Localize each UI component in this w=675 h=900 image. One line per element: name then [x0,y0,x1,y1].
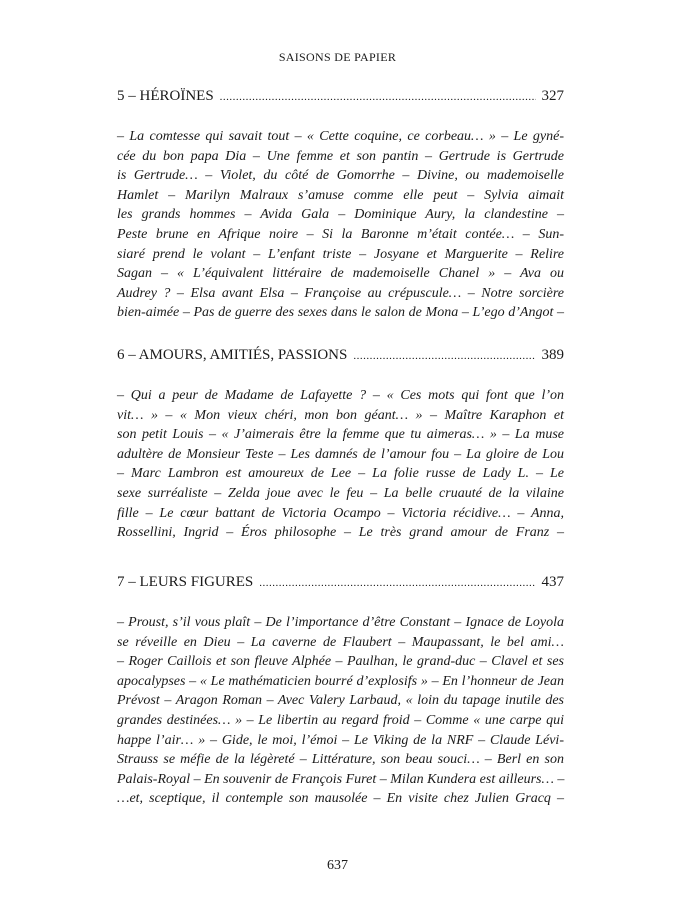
section-title: 5 – HÉROÏNES [117,88,214,104]
section-title: 6 – AMOURS, AMITIÉS, PASSIONS [117,347,348,363]
summary-line: Prévost – Aragon Roman – Avec Valery Larbaud, « loin du tapage inutile des [117,693,564,709]
toc-section-7 [117,572,564,809]
summary-line: Peste brune en Afrique noire – Si la Baronne m’était contée… – Sun- [117,226,564,242]
summary-line: grandes destinées… » – Le libertin au regard froid – Comme « une carpe qui [117,712,564,728]
summary-line: son petit Louis – « J’aimerais être la femme que tu aimeras… » – La muse [117,427,564,443]
summary-line: cée du bon papa Dia – Une femme et son pantin – Gertrude is Gertrude [117,148,564,164]
toc-section-6 [117,345,564,543]
summary-line: se réveille en Dieu – La caverne de Flaubert – Maupassant, le bel ami… [117,634,564,650]
section-heading [117,572,564,593]
summary-line: Audrey ? – Elsa avant Elsa – Françoise au crépuscule… – Notre sorcière [117,285,564,301]
summary-line: sexe surréaliste – Zelda joue avec le feu – La belle cruauté de la vilaine [117,485,564,501]
summary-line: adultère de Monsieur Teste – Les damnés de l’amour fou – La gloire de Lou [117,446,564,462]
running-head: SAISONS DE PAPIER [278,50,397,64]
summary-line: Sagan – « L’équivalent littéraire de mademoiselle Chanel » – Ava ou [117,266,564,282]
dot-leader [353,346,535,366]
summary-line: – Roger Caillois et son fleuve Alphée – Paulhan, le grand-duc – Clavel et ses [117,654,564,670]
summary-line: Palais-Royal – En souvenir de François Furet – Milan Kundera est ailleurs… – [117,771,565,787]
summary-line: – Marc Lambron est amoureux de Lee – La folie russe de Lady L. – Le [117,466,564,482]
summary-line: – Proust, s’il vous plaît – De l’importance d’être Constant – Ignace de Loyola [117,615,564,630]
summary-line: fille – Le cœur battant de Victoria Ocampo – Victoria récidive… – Anna, [117,505,564,521]
summary-line: is Gertrude… – Violet, du côté de Gomorrhe – Divine, ou mademoiselle [117,168,564,184]
summary-line: bien-aimée – Pas de guerre des sexes dans le salon de Mona – L’ego d’Angot – [117,305,564,321]
section-page-number: 437 [541,574,564,590]
summary-line: Rossellini, Ingrid – Éros philosophe – Le très grand amour de Franz – [117,525,564,541]
summary-line: Hamlet – Marilyn Malraux s’amuse comme elle peut – Sylvia aimait [117,187,564,203]
section-summary [117,127,564,323]
section-summary [117,386,564,543]
summary-line: les grands hommes – Avida Gala – Dominique Aury, la clandestine – [117,207,564,223]
toc-section-5 [117,86,564,323]
dot-leader [259,573,535,593]
section-summary [117,613,564,809]
summary-line: vit… » – « Mon vieux chéri, mon bon géant… » – Maître Karaphon et [117,407,564,423]
section-heading [117,86,564,107]
dot-leader [220,87,536,107]
summary-line: …et, sceptique, il contemple son mausolée – En visite chez Julien Gracq – [117,791,564,807]
section-page-number: 389 [541,347,564,363]
summary-line: – Qui a peur de Madame de Lafayette ? – « Ces mots qui font que l’on [117,388,564,403]
summary-line: siaré prend le volant – L’enfant triste – Josyane et Marguerite – Relire [117,246,564,262]
page-number: 637 [327,858,348,873]
summary-line: Strauss se méfie de la légèreté – Littérature, son beau souci… – Berl en son [117,752,564,768]
section-page-number: 327 [541,88,564,104]
section-heading [117,345,564,366]
summary-line: apocalypses – « Le mathématicien bourré d’explosifs » – En l’honneur de Jean [117,673,564,689]
summary-line: happe l’air… » – Gide, le moi, l’émoi – Le Viking de la NRF – Claude Lévi- [117,732,564,748]
summary-line: – La comtesse qui savait tout – « Cette coquine, ce corbeau… » – Le gyné- [117,129,564,144]
section-title: 7 – LEURS FIGURES [117,574,254,590]
